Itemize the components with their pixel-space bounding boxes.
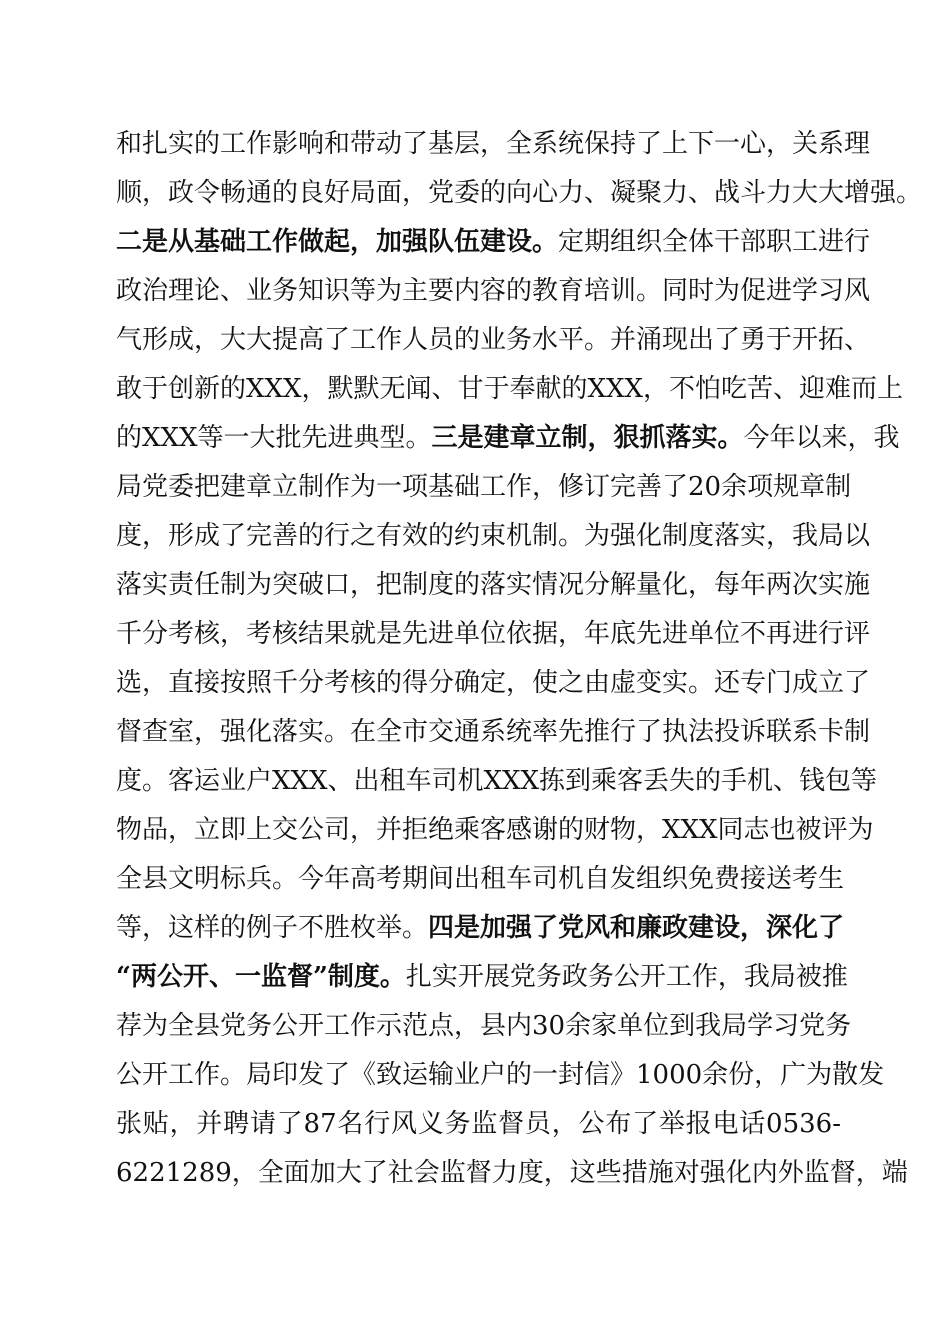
body-text-segment: 落实责任制为突破口，把制度的落实情况分解量化，每年两次实施: [116, 570, 871, 600]
text-line: [116, 708, 871, 757]
text-line: [116, 1051, 885, 1100]
body-text-segment: 物品，立即上交公司，并拒绝乘客感谢的财物，XXX同志也被评为: [116, 815, 874, 845]
text-line: [116, 218, 871, 267]
text-line: [116, 316, 871, 365]
text-line: [116, 365, 904, 414]
text-line: [116, 659, 871, 708]
bold-heading-text: 二是从基础工作做起，加强队伍建设。: [116, 227, 559, 257]
body-text-segment: 顺，政令畅通的良好局面，党委的向心力、凝聚力、战斗力大大增强。: [116, 178, 923, 208]
body-text-segment: 和扎实的工作影响和带动了基层，全系统保持了上下一心，关系理: [116, 129, 871, 159]
body-text-segment: 今年以来，我: [743, 423, 900, 453]
text-line: [116, 512, 871, 561]
text-line: [116, 1002, 852, 1051]
text-line: [116, 169, 923, 218]
body-text-segment: 扎实开展党务政务公开工作，我局被推: [405, 962, 848, 992]
body-text-segment: 定期组织全体干部职工进行: [558, 227, 871, 257]
body-text-segment: 敢于创新的XXX，默默无闻、甘于奉献的XXX，不怕吃苦、迎难而上: [116, 374, 904, 404]
body-text-segment: 等，这样的例子不胜枚举。: [116, 913, 429, 943]
text-line: [116, 561, 871, 610]
body-text-segment: 局党委把建章立制作为一项基础工作，修订完善了20余项规章制: [116, 472, 852, 502]
text-line: [116, 953, 848, 1002]
bold-heading-text: “两公开、一监督”制度。: [116, 962, 406, 992]
body-text-segment: 度，形成了完善的行之有效的约束机制。为强化制度落实，我局以: [116, 521, 871, 551]
body-text-segment: 督查室，强化落实。在全市交通系统率先推行了执法投诉联系卡制: [116, 717, 871, 747]
body-text-segment: 选，直接按照千分考核的得分确定，使之由虚变实。还专门成立了: [116, 668, 871, 698]
text-line: [116, 1149, 908, 1198]
body-text-segment: 荐为全县党务公开工作示范点，县内30余家单位到我局学习党务: [116, 1011, 852, 1041]
text-line: [116, 463, 852, 512]
body-text-segment: 政治理论、业务知识等为主要内容的教育培训。同时为促进学习风: [116, 276, 871, 306]
body-text-segment: 度。客运业户XXX、出租车司机XXX拣到乘客丢失的手机、钱包等: [116, 766, 878, 796]
text-line: [116, 414, 900, 463]
body-text-segment: 6221289，全面加大了社会监督力度，这些措施对强化内外监督，端: [116, 1158, 908, 1188]
text-line: [116, 120, 871, 169]
text-line: [116, 1100, 841, 1149]
text-line: [116, 806, 874, 855]
text-line: [116, 757, 878, 806]
bold-heading-text: 四是加强了党风和廉政建设，深化了: [428, 913, 845, 943]
body-text-segment: 气形成，大大提高了工作人员的业务水平。并涌现出了勇于开拓、: [116, 325, 871, 355]
body-text-segment: 的XXX等一大批先进典型。: [116, 423, 432, 453]
body-text-segment: 张贴，并聘请了87名行风义务监督员，公布了举报电话0536-: [116, 1109, 841, 1139]
text-line: [116, 904, 845, 953]
text-line: [116, 267, 871, 316]
text-line: [116, 610, 871, 659]
body-text-segment: 千分考核，考核结果就是先进单位依据，年底先进单位不再进行评: [116, 619, 871, 649]
body-text-segment: 全县文明标兵。今年高考期间出租车司机自发组织免费接送考生: [116, 864, 845, 894]
text-line: [116, 855, 845, 904]
body-text-segment: 公开工作。局印发了《致运输业户的一封信》1000余份，广为散发: [116, 1060, 885, 1090]
body-text: [116, 120, 923, 1198]
bold-heading-text: 三是建章立制，狠抓落实。: [431, 423, 744, 453]
